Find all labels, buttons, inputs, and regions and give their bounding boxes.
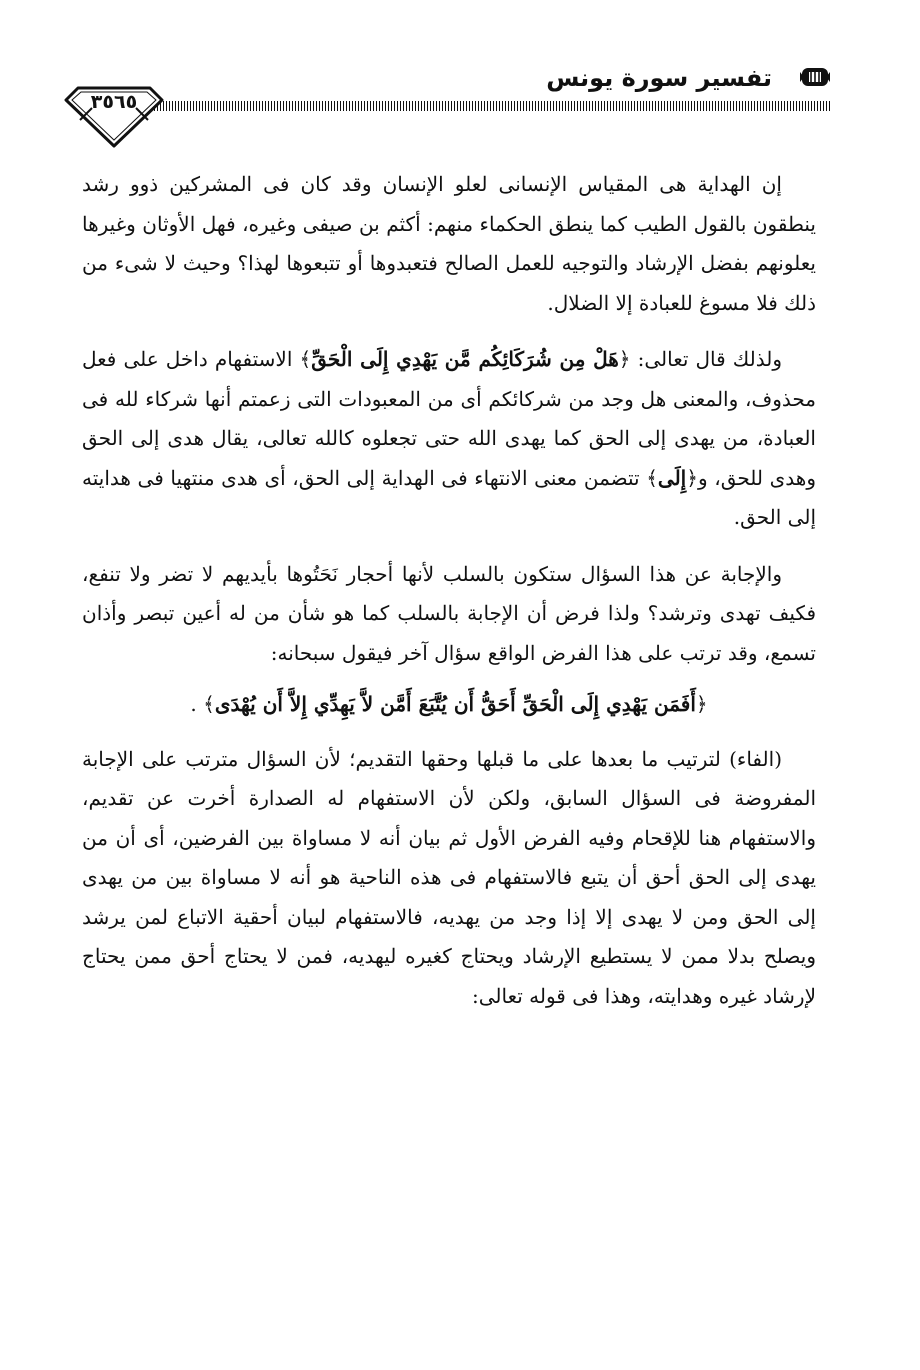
p2-conclusion: تتضمن معنى الانتهاء فى الهداية إلى الحق، أى هدى منتهيا فى هدايته إلى الحق. <box>82 465 816 529</box>
ornament-icon <box>798 62 832 92</box>
header-rule <box>154 101 832 111</box>
paragraph-1: إن الهداية هى المقياس الإنسانى لعلو الإنسان وقد كان فى المشركين ذوو رشد ينطقون بالقول الطيب كما ينطق الحكماء منهم: أكثم بن صيفى وغيره، فهل الأوثان وغيرها يعلونهم بفضل الإرشاد والتوجيه للعمل الصالح فتعبدوها أو تتبعوها لهذا؟ وحيث لا شىء من ذلك فلا مسوغ للعبادة إلا الضلال. <box>82 172 816 315</box>
page-number: ٣٥٦٥ <box>90 91 138 113</box>
paragraph-4: (الفاء) لترتيب ما بعدها على ما قبلها وحقها التقديم؛ لأن السؤال مترتب على الإجابة المفروضة فى السؤال السابق، ولكن لأن الاستفهام له الصدارة أخرت عن تقديم، والاستفهام هنا للإقحام وفيه الفرض الأول ثم بيان أنه لا مساواة بين الفرضين، أى أن من يهدى إلى الحق أحق أن يتبع فالاستفهام فى هذه الناحية هو أنه لا مساواة بين من يهدى إلى الحق ومن لا يهدى إلا إذا وجد من يهديه، فالاستفهام لبيان أحقية الاتباع لمن يرشد ويصلح بدلا ممن لا يستطيع الإرشاد ويحتاج كغيره ليهديه، فمن لا يحتاج أحق ممن يحتاج لإرشاد غيره وهدايته، وهذا فى قوله تعالى: <box>82 746 816 1008</box>
quran-verse-line: ﴿أَفَمَن يَهْدِي إِلَى الْحَقِّ أَحَقُّ أَن يُتَّبَعَ أَمَّن لاَّ يَهِدِّي إِلاَّ أَن يُهْدَى﴾ . <box>190 692 708 716</box>
p2-intro: ولذلك قال تعالى: <box>637 347 782 371</box>
page-body <box>82 165 816 1016</box>
paragraph-3: والإجابة عن هذا السؤال ستكون بالسلب لأنها أحجار نَحَتُوها بأيديهم لا تضر ولا تنفع، فكيف تهدى وترشد؟ ولذا فرض أن الإجابة بالسلب كما هو شأن من له أعين تبصر وأذان تسمع، وقد ترتب على هذا الفرض الواقع سؤال آخر فيقول سبحانه: <box>82 561 816 665</box>
quran-word-ila: ﴿إِلَى﴾ <box>646 465 698 490</box>
running-title: تفسير سورة يونس <box>546 64 772 92</box>
page-header <box>62 52 832 150</box>
verse-text: أَفَمَن يَهْدِي إِلَى الْحَقِّ أَحَقُّ أَن يُتَّبَعَ أَمَّن لاَّ يَهِدِّي إِلاَّ أَن يُهْدَى <box>214 692 696 716</box>
paragraph-2 <box>82 340 816 538</box>
quran-quote-1: ﴿هَلْ مِن شُرَكَائِكُم مَّن يَهْدِي إِلَى الْحَقِّ﴾ <box>299 347 631 371</box>
p2-explanation: الاستفهام داخل على فعل محذوف، والمعنى هل وجد من شركائكم أى من المعبودات التى زعمتم أنها شركاء لله فى العبادة، من يهدى إلى الحق كما يهدى الله حتى تجعلوه كالله تعالى، يقال هدى إلى الحق وهدى للحق، و <box>82 347 816 490</box>
